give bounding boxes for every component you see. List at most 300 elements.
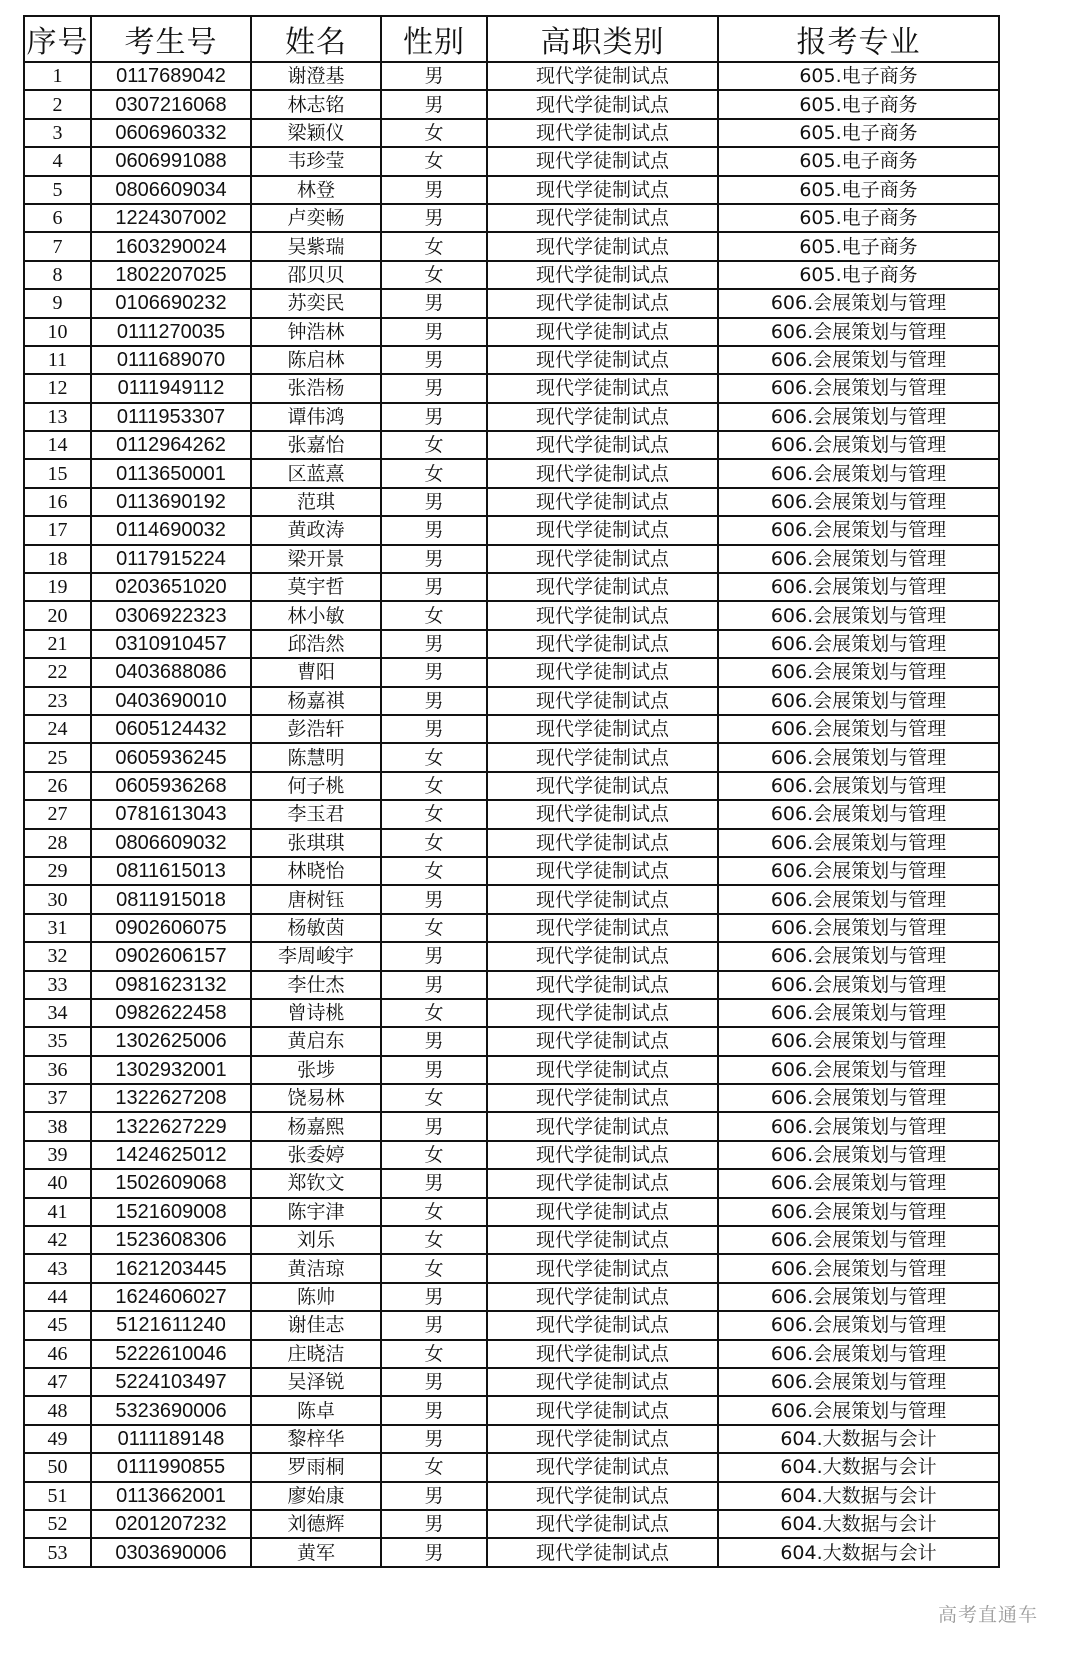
table-row bbox=[24, 573, 999, 601]
cell-gender: 女 bbox=[381, 1084, 487, 1112]
cell-major: 606.会展策划与管理 bbox=[718, 971, 999, 999]
cell-category: 现代学徒制试点 bbox=[487, 1141, 718, 1169]
cell-exam-id: 0806609034 bbox=[91, 176, 251, 204]
cell-major: 605.电子商务 bbox=[718, 90, 999, 118]
cell-category: 现代学徒制试点 bbox=[487, 261, 718, 289]
table-row bbox=[24, 971, 999, 999]
cell-seq: 13 bbox=[24, 403, 91, 431]
table-row bbox=[24, 999, 999, 1027]
cell-seq: 29 bbox=[24, 857, 91, 885]
cell-category: 现代学徒制试点 bbox=[487, 176, 718, 204]
cell-exam-id: 5222610046 bbox=[91, 1340, 251, 1368]
cell-seq: 9 bbox=[24, 289, 91, 317]
table-row bbox=[24, 289, 999, 317]
cell-category: 现代学徒制试点 bbox=[487, 289, 718, 317]
cell-category: 现代学徒制试点 bbox=[487, 374, 718, 402]
cell-name: 饶易林 bbox=[251, 1084, 381, 1112]
cell-exam-id: 0111189148 bbox=[91, 1425, 251, 1453]
cell-name: 张嘉怡 bbox=[251, 431, 381, 459]
table-row bbox=[24, 1198, 999, 1226]
table-row bbox=[24, 431, 999, 459]
cell-name: 罗雨桐 bbox=[251, 1453, 381, 1481]
cell-gender: 男 bbox=[381, 289, 487, 317]
cell-seq: 53 bbox=[24, 1538, 91, 1566]
cell-category: 现代学徒制试点 bbox=[487, 1396, 718, 1424]
cell-exam-id: 0303690006 bbox=[91, 1538, 251, 1566]
cell-major: 606.会展策划与管理 bbox=[718, 545, 999, 573]
cell-major: 606.会展策划与管理 bbox=[718, 885, 999, 913]
cell-exam-id: 1621203445 bbox=[91, 1254, 251, 1282]
cell-major: 605.电子商务 bbox=[718, 204, 999, 232]
cell-name: 张浩杨 bbox=[251, 374, 381, 402]
cell-category: 现代学徒制试点 bbox=[487, 715, 718, 743]
cell-gender: 女 bbox=[381, 743, 487, 771]
cell-name: 黄启东 bbox=[251, 1027, 381, 1055]
cell-name: 卢奕畅 bbox=[251, 204, 381, 232]
cell-major: 606.会展策划与管理 bbox=[718, 374, 999, 402]
cell-exam-id: 0306922323 bbox=[91, 601, 251, 629]
cell-category: 现代学徒制试点 bbox=[487, 62, 718, 90]
table-row bbox=[24, 204, 999, 232]
cell-category: 现代学徒制试点 bbox=[487, 1453, 718, 1481]
cell-major: 604.大数据与会计 bbox=[718, 1510, 999, 1538]
cell-major: 606.会展策划与管理 bbox=[718, 1311, 999, 1339]
cell-major: 606.会展策划与管理 bbox=[718, 999, 999, 1027]
header-major: 报考专业 bbox=[718, 16, 999, 62]
cell-category: 现代学徒制试点 bbox=[487, 914, 718, 942]
cell-gender: 女 bbox=[381, 147, 487, 175]
cell-gender: 男 bbox=[381, 176, 487, 204]
cell-name: 李周峻宇 bbox=[251, 942, 381, 970]
cell-exam-id: 5121611240 bbox=[91, 1311, 251, 1339]
cell-name: 曹阳 bbox=[251, 658, 381, 686]
cell-seq: 12 bbox=[24, 374, 91, 402]
cell-gender: 男 bbox=[381, 1368, 487, 1396]
cell-major: 606.会展策划与管理 bbox=[718, 318, 999, 346]
cell-major: 606.会展策划与管理 bbox=[718, 658, 999, 686]
table-row bbox=[24, 1311, 999, 1339]
table-row bbox=[24, 772, 999, 800]
cell-gender: 男 bbox=[381, 403, 487, 431]
cell-category: 现代学徒制试点 bbox=[487, 90, 718, 118]
cell-gender: 男 bbox=[381, 1538, 487, 1566]
cell-exam-id: 0310910457 bbox=[91, 630, 251, 658]
cell-seq: 38 bbox=[24, 1112, 91, 1140]
cell-seq: 2 bbox=[24, 90, 91, 118]
cell-category: 现代学徒制试点 bbox=[487, 488, 718, 516]
table-row bbox=[24, 1169, 999, 1197]
cell-major: 606.会展策划与管理 bbox=[718, 1254, 999, 1282]
header-exam-id: 考生号 bbox=[91, 16, 251, 62]
table-row bbox=[24, 1254, 999, 1282]
cell-major: 605.电子商务 bbox=[718, 62, 999, 90]
table-row bbox=[24, 403, 999, 431]
cell-category: 现代学徒制试点 bbox=[487, 232, 718, 260]
cell-seq: 48 bbox=[24, 1396, 91, 1424]
cell-major: 606.会展策划与管理 bbox=[718, 488, 999, 516]
cell-gender: 男 bbox=[381, 1169, 487, 1197]
cell-gender: 男 bbox=[381, 1482, 487, 1510]
cell-name: 区蓝熹 bbox=[251, 459, 381, 487]
cell-name: 曾诗桃 bbox=[251, 999, 381, 1027]
cell-seq: 36 bbox=[24, 1056, 91, 1084]
cell-gender: 女 bbox=[381, 431, 487, 459]
cell-seq: 39 bbox=[24, 1141, 91, 1169]
table-row bbox=[24, 1482, 999, 1510]
cell-seq: 16 bbox=[24, 488, 91, 516]
cell-seq: 51 bbox=[24, 1482, 91, 1510]
cell-major: 605.电子商务 bbox=[718, 261, 999, 289]
watermark: 高考直通车 bbox=[938, 1604, 1039, 1626]
cell-gender: 女 bbox=[381, 1198, 487, 1226]
cell-seq: 34 bbox=[24, 999, 91, 1027]
table-row bbox=[24, 90, 999, 118]
cell-gender: 男 bbox=[381, 1510, 487, 1538]
cell-name: 张委婷 bbox=[251, 1141, 381, 1169]
cell-category: 现代学徒制试点 bbox=[487, 431, 718, 459]
cell-gender: 男 bbox=[381, 374, 487, 402]
table-row bbox=[24, 1425, 999, 1453]
cell-category: 现代学徒制试点 bbox=[487, 772, 718, 800]
cell-gender: 男 bbox=[381, 62, 487, 90]
cell-exam-id: 1424625012 bbox=[91, 1141, 251, 1169]
cell-exam-id: 0111949112 bbox=[91, 374, 251, 402]
cell-seq: 42 bbox=[24, 1226, 91, 1254]
cell-category: 现代学徒制试点 bbox=[487, 1425, 718, 1453]
cell-category: 现代学徒制试点 bbox=[487, 346, 718, 374]
cell-category: 现代学徒制试点 bbox=[487, 545, 718, 573]
cell-name: 黎梓华 bbox=[251, 1425, 381, 1453]
cell-name: 钟浩林 bbox=[251, 318, 381, 346]
table-row bbox=[24, 232, 999, 260]
cell-gender: 男 bbox=[381, 1283, 487, 1311]
cell-exam-id: 0307216068 bbox=[91, 90, 251, 118]
cell-exam-id: 1603290024 bbox=[91, 232, 251, 260]
cell-exam-id: 0605936245 bbox=[91, 743, 251, 771]
cell-major: 606.会展策划与管理 bbox=[718, 403, 999, 431]
table-row bbox=[24, 62, 999, 90]
cell-gender: 男 bbox=[381, 545, 487, 573]
cell-exam-id: 0111990855 bbox=[91, 1453, 251, 1481]
cell-gender: 女 bbox=[381, 772, 487, 800]
cell-exam-id: 0781613043 bbox=[91, 800, 251, 828]
cell-major: 606.会展策划与管理 bbox=[718, 1141, 999, 1169]
cell-seq: 11 bbox=[24, 346, 91, 374]
cell-name: 陈启林 bbox=[251, 346, 381, 374]
cell-exam-id: 0902606157 bbox=[91, 942, 251, 970]
table-row bbox=[24, 1027, 999, 1055]
table-row bbox=[24, 1453, 999, 1481]
cell-seq: 37 bbox=[24, 1084, 91, 1112]
cell-seq: 3 bbox=[24, 119, 91, 147]
cell-major: 606.会展策划与管理 bbox=[718, 743, 999, 771]
table-row bbox=[24, 459, 999, 487]
cell-seq: 22 bbox=[24, 658, 91, 686]
cell-gender: 女 bbox=[381, 857, 487, 885]
table-row bbox=[24, 147, 999, 175]
cell-category: 现代学徒制试点 bbox=[487, 1198, 718, 1226]
cell-name: 彭浩轩 bbox=[251, 715, 381, 743]
cell-seq: 25 bbox=[24, 743, 91, 771]
table-row bbox=[24, 1141, 999, 1169]
cell-exam-id: 0112964262 bbox=[91, 431, 251, 459]
cell-name: 黄政涛 bbox=[251, 516, 381, 544]
cell-major: 604.大数据与会计 bbox=[718, 1482, 999, 1510]
cell-seq: 47 bbox=[24, 1368, 91, 1396]
table-row bbox=[24, 601, 999, 629]
cell-category: 现代学徒制试点 bbox=[487, 687, 718, 715]
table-row bbox=[24, 545, 999, 573]
cell-gender: 女 bbox=[381, 1340, 487, 1368]
cell-seq: 31 bbox=[24, 914, 91, 942]
cell-name: 庄晓洁 bbox=[251, 1340, 381, 1368]
cell-gender: 女 bbox=[381, 1226, 487, 1254]
cell-name: 谢澄基 bbox=[251, 62, 381, 90]
cell-gender: 女 bbox=[381, 1453, 487, 1481]
table-row bbox=[24, 374, 999, 402]
cell-seq: 33 bbox=[24, 971, 91, 999]
cell-major: 605.电子商务 bbox=[718, 147, 999, 175]
table-row bbox=[24, 630, 999, 658]
cell-major: 604.大数据与会计 bbox=[718, 1453, 999, 1481]
cell-category: 现代学徒制试点 bbox=[487, 1538, 718, 1566]
table-row bbox=[24, 1112, 999, 1140]
table-row bbox=[24, 1084, 999, 1112]
table-body bbox=[24, 62, 999, 1567]
cell-name: 刘德辉 bbox=[251, 1510, 381, 1538]
cell-exam-id: 0203651020 bbox=[91, 573, 251, 601]
table-header-row bbox=[24, 16, 999, 62]
cell-major: 606.会展策划与管理 bbox=[718, 1169, 999, 1197]
cell-category: 现代学徒制试点 bbox=[487, 1169, 718, 1197]
cell-gender: 男 bbox=[381, 573, 487, 601]
cell-gender: 男 bbox=[381, 90, 487, 118]
cell-seq: 10 bbox=[24, 318, 91, 346]
cell-gender: 女 bbox=[381, 914, 487, 942]
cell-name: 范琪 bbox=[251, 488, 381, 516]
cell-name: 杨嘉熙 bbox=[251, 1112, 381, 1140]
cell-gender: 男 bbox=[381, 346, 487, 374]
cell-major: 604.大数据与会计 bbox=[718, 1538, 999, 1566]
cell-exam-id: 1523608306 bbox=[91, 1226, 251, 1254]
table-row bbox=[24, 687, 999, 715]
cell-exam-id: 1224307002 bbox=[91, 204, 251, 232]
cell-major: 606.会展策划与管理 bbox=[718, 630, 999, 658]
cell-name: 陈慧明 bbox=[251, 743, 381, 771]
cell-seq: 50 bbox=[24, 1453, 91, 1481]
cell-name: 邱浩然 bbox=[251, 630, 381, 658]
cell-exam-id: 1624606027 bbox=[91, 1283, 251, 1311]
table-row bbox=[24, 1368, 999, 1396]
header-name: 姓名 bbox=[251, 16, 381, 62]
cell-exam-id: 0114690032 bbox=[91, 516, 251, 544]
cell-exam-id: 0106690232 bbox=[91, 289, 251, 317]
cell-gender: 男 bbox=[381, 715, 487, 743]
cell-name: 林登 bbox=[251, 176, 381, 204]
table-row bbox=[24, 119, 999, 147]
cell-category: 现代学徒制试点 bbox=[487, 743, 718, 771]
cell-gender: 男 bbox=[381, 488, 487, 516]
cell-name: 邵贝贝 bbox=[251, 261, 381, 289]
cell-exam-id: 0113650001 bbox=[91, 459, 251, 487]
cell-seq: 17 bbox=[24, 516, 91, 544]
cell-name: 杨嘉祺 bbox=[251, 687, 381, 715]
cell-gender: 女 bbox=[381, 232, 487, 260]
cell-exam-id: 0111270035 bbox=[91, 318, 251, 346]
cell-gender: 女 bbox=[381, 999, 487, 1027]
cell-seq: 30 bbox=[24, 885, 91, 913]
table-row bbox=[24, 743, 999, 771]
cell-name: 莫宇哲 bbox=[251, 573, 381, 601]
table-row bbox=[24, 857, 999, 885]
cell-major: 605.电子商务 bbox=[718, 119, 999, 147]
cell-gender: 男 bbox=[381, 1056, 487, 1084]
header-gender: 性别 bbox=[381, 16, 487, 62]
cell-seq: 26 bbox=[24, 772, 91, 800]
cell-seq: 27 bbox=[24, 800, 91, 828]
cell-seq: 43 bbox=[24, 1254, 91, 1282]
cell-category: 现代学徒制试点 bbox=[487, 1283, 718, 1311]
cell-gender: 男 bbox=[381, 658, 487, 686]
cell-name: 吴紫瑞 bbox=[251, 232, 381, 260]
cell-gender: 男 bbox=[381, 318, 487, 346]
cell-major: 606.会展策划与管理 bbox=[718, 829, 999, 857]
cell-exam-id: 0605936268 bbox=[91, 772, 251, 800]
cell-name: 谭伟鸿 bbox=[251, 403, 381, 431]
table-row bbox=[24, 1538, 999, 1566]
cell-exam-id: 0811615013 bbox=[91, 857, 251, 885]
cell-major: 606.会展策划与管理 bbox=[718, 1283, 999, 1311]
cell-name: 陈帅 bbox=[251, 1283, 381, 1311]
cell-category: 现代学徒制试点 bbox=[487, 999, 718, 1027]
cell-exam-id: 1521609008 bbox=[91, 1198, 251, 1226]
table-row bbox=[24, 1340, 999, 1368]
cell-name: 何子桃 bbox=[251, 772, 381, 800]
table-row bbox=[24, 261, 999, 289]
cell-major: 606.会展策划与管理 bbox=[718, 516, 999, 544]
cell-category: 现代学徒制试点 bbox=[487, 459, 718, 487]
cell-exam-id: 0113690192 bbox=[91, 488, 251, 516]
cell-exam-id: 0117915224 bbox=[91, 545, 251, 573]
cell-name: 唐树钰 bbox=[251, 885, 381, 913]
cell-gender: 男 bbox=[381, 204, 487, 232]
table-row bbox=[24, 1396, 999, 1424]
cell-seq: 14 bbox=[24, 431, 91, 459]
cell-name: 林晓怡 bbox=[251, 857, 381, 885]
cell-gender: 男 bbox=[381, 516, 487, 544]
cell-exam-id: 1802207025 bbox=[91, 261, 251, 289]
cell-category: 现代学徒制试点 bbox=[487, 885, 718, 913]
cell-major: 606.会展策划与管理 bbox=[718, 346, 999, 374]
cell-seq: 46 bbox=[24, 1340, 91, 1368]
cell-name: 郑钦文 bbox=[251, 1169, 381, 1197]
cell-category: 现代学徒制试点 bbox=[487, 1254, 718, 1282]
cell-major: 606.会展策划与管理 bbox=[718, 1226, 999, 1254]
cell-exam-id: 5224103497 bbox=[91, 1368, 251, 1396]
cell-major: 606.会展策划与管理 bbox=[718, 715, 999, 743]
cell-gender: 女 bbox=[381, 800, 487, 828]
cell-category: 现代学徒制试点 bbox=[487, 601, 718, 629]
cell-category: 现代学徒制试点 bbox=[487, 829, 718, 857]
cell-gender: 男 bbox=[381, 687, 487, 715]
cell-category: 现代学徒制试点 bbox=[487, 1368, 718, 1396]
cell-exam-id: 0111689070 bbox=[91, 346, 251, 374]
cell-seq: 4 bbox=[24, 147, 91, 175]
cell-gender: 女 bbox=[381, 459, 487, 487]
cell-category: 现代学徒制试点 bbox=[487, 1112, 718, 1140]
cell-category: 现代学徒制试点 bbox=[487, 857, 718, 885]
cell-name: 吴泽锐 bbox=[251, 1368, 381, 1396]
cell-name: 林志铭 bbox=[251, 90, 381, 118]
cell-major: 606.会展策划与管理 bbox=[718, 431, 999, 459]
table-row bbox=[24, 516, 999, 544]
cell-seq: 21 bbox=[24, 630, 91, 658]
cell-category: 现代学徒制试点 bbox=[487, 1027, 718, 1055]
cell-seq: 18 bbox=[24, 545, 91, 573]
cell-seq: 32 bbox=[24, 942, 91, 970]
cell-seq: 8 bbox=[24, 261, 91, 289]
cell-name: 张埗 bbox=[251, 1056, 381, 1084]
cell-major: 606.会展策划与管理 bbox=[718, 1198, 999, 1226]
cell-name: 黄军 bbox=[251, 1538, 381, 1566]
cell-category: 现代学徒制试点 bbox=[487, 1084, 718, 1112]
cell-exam-id: 0117689042 bbox=[91, 62, 251, 90]
cell-major: 606.会展策划与管理 bbox=[718, 914, 999, 942]
cell-name: 梁开景 bbox=[251, 545, 381, 573]
cell-gender: 男 bbox=[381, 1027, 487, 1055]
cell-gender: 男 bbox=[381, 630, 487, 658]
cell-exam-id: 0981623132 bbox=[91, 971, 251, 999]
table-row bbox=[24, 885, 999, 913]
cell-category: 现代学徒制试点 bbox=[487, 1340, 718, 1368]
cell-seq: 19 bbox=[24, 573, 91, 601]
cell-category: 现代学徒制试点 bbox=[487, 403, 718, 431]
cell-gender: 女 bbox=[381, 1141, 487, 1169]
cell-major: 606.会展策划与管理 bbox=[718, 1112, 999, 1140]
cell-name: 李仕杰 bbox=[251, 971, 381, 999]
cell-name: 刘乐 bbox=[251, 1226, 381, 1254]
cell-gender: 女 bbox=[381, 261, 487, 289]
cell-seq: 15 bbox=[24, 459, 91, 487]
cell-exam-id: 0201207232 bbox=[91, 1510, 251, 1538]
cell-category: 现代学徒制试点 bbox=[487, 1510, 718, 1538]
cell-seq: 20 bbox=[24, 601, 91, 629]
cell-name: 陈卓 bbox=[251, 1396, 381, 1424]
table-row bbox=[24, 1510, 999, 1538]
cell-gender: 男 bbox=[381, 1112, 487, 1140]
cell-exam-id: 0403688086 bbox=[91, 658, 251, 686]
cell-name: 廖始康 bbox=[251, 1482, 381, 1510]
cell-name: 黄洁琼 bbox=[251, 1254, 381, 1282]
cell-major: 606.会展策划与管理 bbox=[718, 601, 999, 629]
cell-category: 现代学徒制试点 bbox=[487, 119, 718, 147]
table-row bbox=[24, 346, 999, 374]
cell-seq: 45 bbox=[24, 1311, 91, 1339]
cell-major: 605.电子商务 bbox=[718, 232, 999, 260]
cell-seq: 6 bbox=[24, 204, 91, 232]
cell-category: 现代学徒制试点 bbox=[487, 516, 718, 544]
admission-list-table bbox=[23, 15, 1000, 1568]
header-category: 高职类别 bbox=[487, 16, 718, 62]
cell-seq: 44 bbox=[24, 1283, 91, 1311]
cell-category: 现代学徒制试点 bbox=[487, 658, 718, 686]
cell-seq: 52 bbox=[24, 1510, 91, 1538]
cell-major: 606.会展策划与管理 bbox=[718, 1027, 999, 1055]
cell-exam-id: 0606960332 bbox=[91, 119, 251, 147]
cell-category: 现代学徒制试点 bbox=[487, 147, 718, 175]
cell-seq: 5 bbox=[24, 176, 91, 204]
cell-exam-id: 0902606075 bbox=[91, 914, 251, 942]
